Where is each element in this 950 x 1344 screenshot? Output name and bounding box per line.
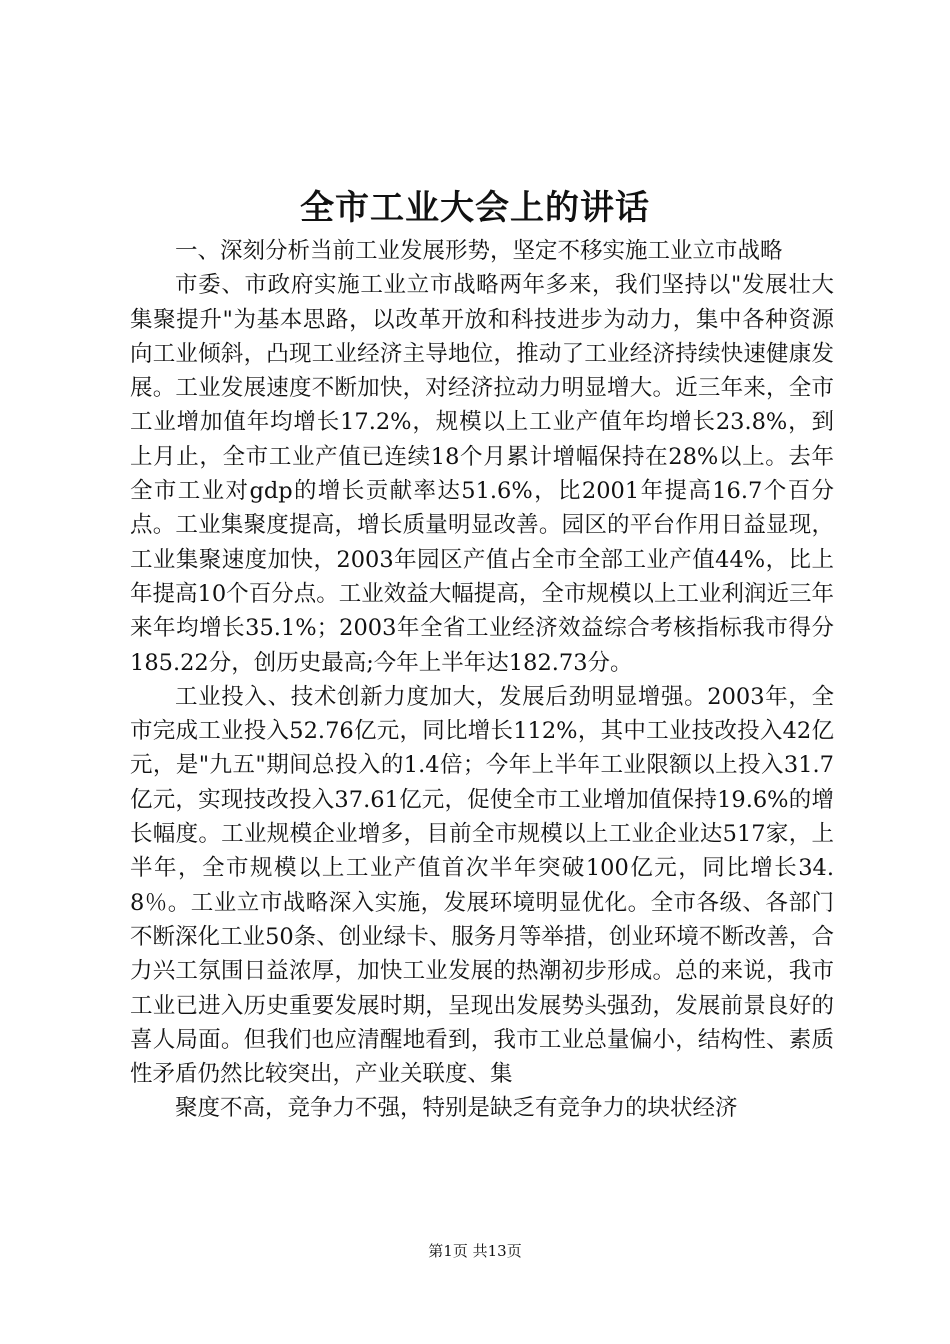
document-title: 全市工业大会上的讲话	[300, 188, 650, 228]
paragraph-development-overview: 市委、市政府实施工业立市战略两年多来，我们坚持以"发展壮大集聚提升"为基本思路，以改革开放和科技进步为动力，集中各种资源向工业倾斜，凸现工业经济主导地位，推动了工业经济持续快速健康发展。工业发展速度不断加快，对经济拉动力明显增大。近三年来，全市工业增加值年均增长17.2%，规模以上工业产值年均增长23.8%，到上月止，全市工业产值已连续18个月累计增幅保持在28%以上。去年全市工业对gdp的增长贡献率达51.6%，比2001年提高16.7个百分点。工业集聚度提高，增长质量明显改善。园区的平台作用日益显现，工业集聚速度加快，2003年园区产值占全市全部工业产值44%，比上年提高10个百分点。工业效益大幅提高，全市规模以上工业利润近三年来年均增长35.1%；2003年全省工业经济效益综合考核指标我市得分185.22分，创历史最高;今年上半年达182.73分。	[130, 272, 834, 676]
paragraph-investment-innovation: 工业投入、技术创新力度加大，发展后劲明显增强。2003年，全市完成工业投入52.76亿元，同比增长112%，其中工业技改投入42亿元，是"九五"期间总投入的1.4倍；今年上半年工业限额以上投入31.7亿元，实现技改投入37.61亿元，促使全市工业增加值保持19.6%的增长幅度。工业规模企业增多，目前全市规模以上工业企业达517家，上半年，全市规模以上工业产值首次半年突破100亿元，同比增长34.8％。工业立市战略深入实施，发展环境明显优化。全市各级、各部门不断深化工业50条、创业绿卡、服务月等举措，创业环境不断改善，合力兴工氛围日益浓厚，加快工业发展的热潮初步形成。总的来说，我市工业已进入历史重要发展时期，呈现出发展势头强劲，发展前景良好的喜人局面。但我们也应清醒地看到，我市工业总量偏小，结构性、素质性矛盾仍然比较突出，产业关联度、集	[130, 683, 834, 1088]
document-body	[130, 234, 834, 1126]
paragraph-section-heading: 一、深刻分析当前工业发展形势，坚定不移实施工业立市战略	[175, 238, 783, 264]
page-footer	[0, 1240, 950, 1262]
page-number-label: 第1页 共13页	[428, 1242, 522, 1260]
paragraph-continuation: 聚度不高，竞争力不强，特别是缺乏有竞争力的块状经济	[175, 1095, 738, 1122]
